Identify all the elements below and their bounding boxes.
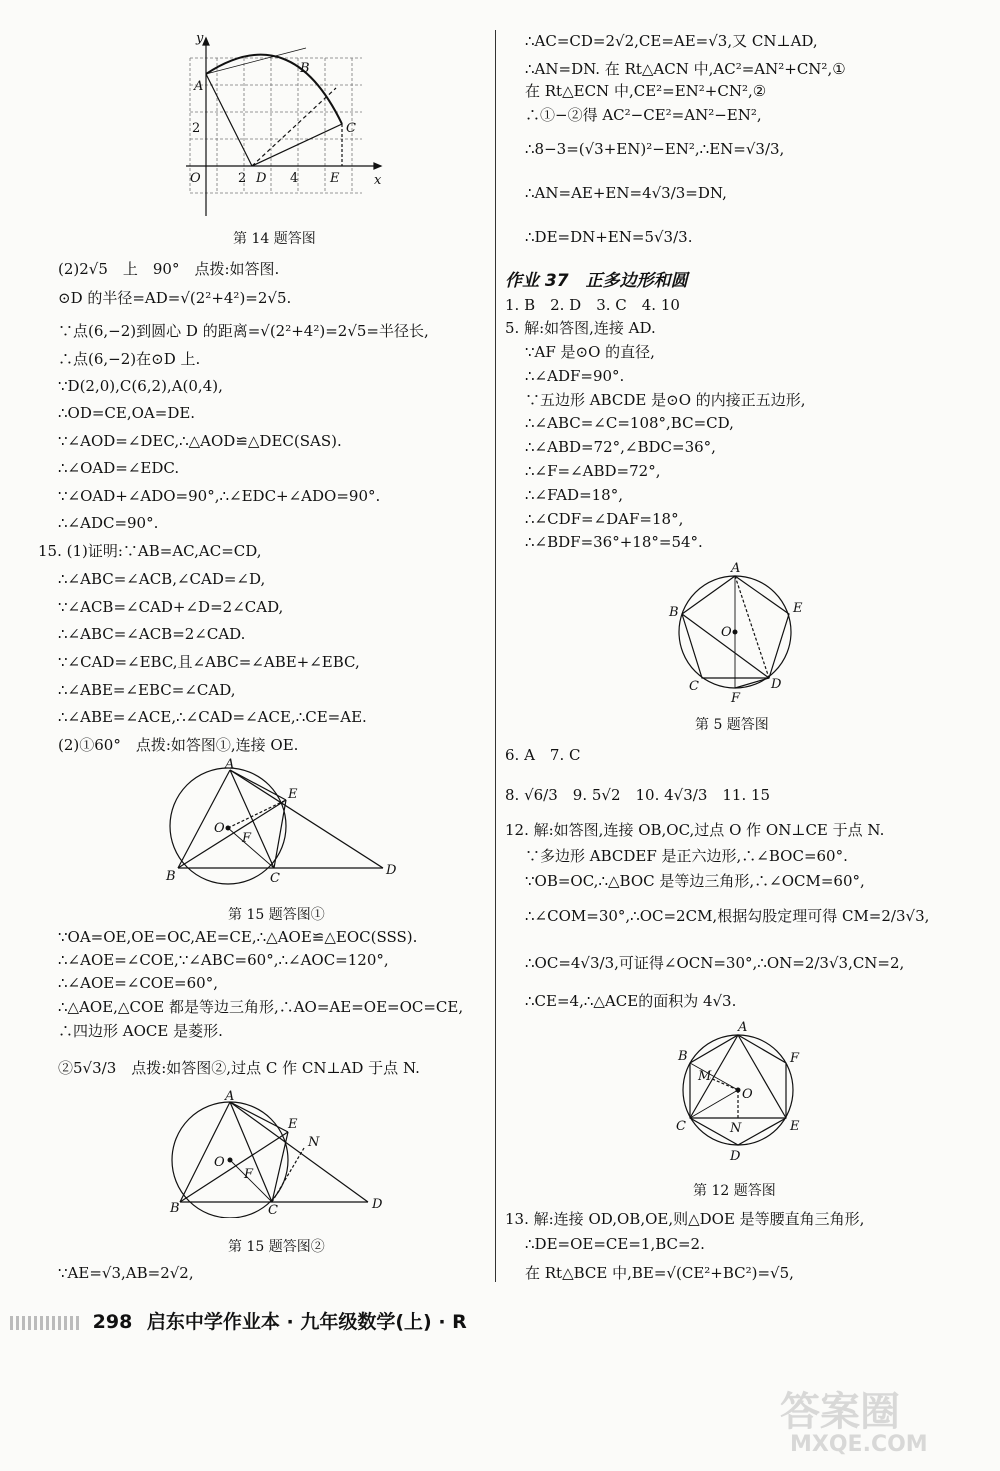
fig5-label-C: C <box>689 679 699 694</box>
text-line: ∵∠ACB=∠CAD+∠D=2∠CAD, <box>58 598 284 616</box>
text-line: ∴∠BDF=36°+18°=54°. <box>525 533 703 551</box>
fig12-label-N: N <box>730 1121 742 1136</box>
text-line: ∵点(6,−2)到圆心 D 的距离=√(2²+4²)=2√5=半径长, <box>58 322 429 340</box>
text-line: ∵五边形 ABCDE 是⊙O 的内接正五边形, <box>525 391 806 409</box>
text-line: ∴∠F=∠ABD=72°, <box>525 462 661 480</box>
text-line: 1. B 2. D 3. C 4. 10 <box>505 296 680 314</box>
text-line: ∴∠ABE=∠ACE,∴∠CAD=∠ACE,∴CE=AE. <box>58 708 367 726</box>
fig12-label-C: C <box>676 1119 686 1134</box>
text-line: ∴∠CDF=∠DAF=18°, <box>525 510 684 528</box>
fig14-label-C: C <box>346 121 356 136</box>
fig5-label-E: E <box>793 601 803 616</box>
text-line: 6. A 7. C <box>505 746 581 764</box>
text-line: (2)①60° 点拨:如答图①,连接 OE. <box>58 736 299 754</box>
fig14-label-O: O <box>190 171 201 186</box>
text-line: ∴∠ADC=90°. <box>58 514 159 532</box>
text-line: (2)2√5 上 90° 点拨:如答图. <box>58 260 280 278</box>
fig5-label-F: F <box>731 691 741 706</box>
text-line: ∴①−②得 AC²−CE²=AN²−EN², <box>525 106 762 124</box>
fig12-label-A: A <box>738 1020 748 1035</box>
fig14-tick-4: 4 <box>290 171 299 186</box>
fig5-caption: 第 5 题答图 <box>695 717 769 733</box>
text-line: ∴∠ADF=90°. <box>525 367 625 385</box>
fig15b-label-A: A <box>225 1089 235 1104</box>
fig12-label-D: D <box>730 1149 741 1164</box>
text-line: ∴AC=CD=2√2,CE=AE=√3,又 CN⊥AD, <box>525 32 818 50</box>
fig15b-label-F: F <box>244 1167 254 1182</box>
section-title: 作业 37 正多边形和圆 <box>505 271 688 291</box>
fig5-label-B: B <box>669 605 679 620</box>
fig12-label-E: E <box>790 1119 800 1134</box>
text-line: 15. (1)证明:∵AB=AC,AC=CD, <box>38 542 262 560</box>
text-line: ∴∠FAD=18°, <box>525 486 623 504</box>
text-line: 8. √6/3 9. 5√2 10. 4√3/3 11. 15 <box>505 786 771 804</box>
fig15a-label-E: E <box>288 787 298 802</box>
watermark-logo: 答案圈 <box>780 1389 900 1435</box>
text-line: ∴CE=4,∴△ACE的面积为 4√3. <box>525 992 737 1010</box>
text-line: ②5√3/3 点拨:如答图②,过点 C 作 CN⊥AD 于点 N. <box>58 1059 420 1077</box>
text-line: ∴∠ABC=∠C=108°,BC=CD, <box>525 414 734 432</box>
fig15b-label-B: B <box>170 1201 180 1216</box>
text-line: ∵D(2,0),C(6,2),A(0,4), <box>58 377 223 395</box>
text-line: 5. 解:如答图,连接 AD. <box>505 319 656 337</box>
fig15a-label-A: A <box>225 758 235 772</box>
fig5-label-A: A <box>731 561 741 576</box>
fig15b-caption: 第 15 题答图② <box>228 1239 325 1255</box>
column-divider <box>495 30 496 1282</box>
figure-14 <box>176 28 456 218</box>
text-line: ∴∠COM=30°,∴OC=2CM,根据勾股定理可得 CM=2/3√3, <box>525 907 930 925</box>
text-line: 在 Rt△ECN 中,CE²=EN²+CN²,② <box>525 82 767 100</box>
fig5-label-D: D <box>771 677 782 692</box>
fig15a-label-B: B <box>166 869 176 884</box>
text-line: ∴∠OAD=∠EDC. <box>58 459 180 477</box>
fig15b-label-C: C <box>268 1203 278 1218</box>
text-line: ∵∠OAD+∠ADO=90°,∴∠EDC+∠ADO=90°. <box>58 487 381 505</box>
text-line: ∴AN=AE+EN=4√3/3=DN, <box>525 184 727 202</box>
text-line: ∴AN=DN. 在 Rt△ACN 中,AC²=AN²+CN²,① <box>525 60 846 78</box>
fig14-label-B: B <box>300 61 310 76</box>
watermark <box>760 1380 980 1460</box>
fig12-label-B: B <box>678 1049 688 1064</box>
fig15a-label-O: O <box>214 821 225 836</box>
fig14-caption: 第 14 题答图 <box>233 231 316 247</box>
watermark-url: MXQE.COM <box>790 1432 928 1457</box>
fig5-label-O: O <box>721 625 732 640</box>
page-number: 298 <box>92 1311 133 1333</box>
fig14-label-E: E <box>330 171 340 186</box>
book-title: 启东中学作业本 · 九年级数学(上) · R <box>146 1311 467 1333</box>
text-line: ∴∠ABD=72°,∠BDC=36°, <box>525 438 716 456</box>
fig12-label-F: F <box>790 1051 800 1066</box>
text-line: ∴四边形 AOCE 是菱形. <box>58 1022 223 1040</box>
fig12-caption: 第 12 题答图 <box>693 1183 776 1199</box>
figure-15-2 <box>168 1088 408 1218</box>
text-line: ∵∠CAD=∠EBC,且∠ABC=∠ABE+∠EBC, <box>58 653 360 671</box>
fig14-label-D: D <box>256 171 267 186</box>
text-line: ⊙D 的半径=AD=√(2²+4²)=2√5. <box>58 289 292 307</box>
text-line: 在 Rt△BCE 中,BE=√(CE²+BC²)=√5, <box>525 1264 794 1282</box>
fig14-x-label: x <box>374 173 382 188</box>
text-line: ∴∠ABC=∠ACB,∠CAD=∠D, <box>58 570 266 588</box>
text-line: ∴∠AOE=∠COE,∵∠ABC=60°,∴∠AOC=120°, <box>58 951 389 969</box>
text-line: ∴∠ABE=∠EBC=∠CAD, <box>58 681 236 699</box>
text-line: ∴OD=CE,OA=DE. <box>58 404 196 422</box>
text-line: ∵OA=OE,OE=OC,AE=CE,∴△AOE≌△EOC(SSS). <box>58 928 418 946</box>
text-line: ∴8−3=(√3+EN)²−EN²,∴EN=√3/3, <box>525 140 785 158</box>
page-footer <box>10 1307 467 1334</box>
fig15b-label-D: D <box>372 1197 383 1212</box>
text-line: ∴DE=DN+EN=5√3/3. <box>525 228 693 246</box>
text-line: ∴△AOE,△COE 都是等边三角形,∴AO=AE=OE=OC=CE, <box>58 998 464 1016</box>
fig12-label-O: O <box>742 1087 753 1102</box>
fig12-label-M: M <box>698 1069 712 1084</box>
text-line: ∵AE=√3,AB=2√2, <box>58 1264 194 1282</box>
figure-5 <box>665 558 815 706</box>
text-line: ∵OB=OC,∴△BOC 是等边三角形,∴∠OCM=60°, <box>525 872 865 890</box>
text-line: ∴∠AOE=∠COE=60°, <box>58 974 218 992</box>
fig15b-label-N: N <box>308 1135 320 1150</box>
fig15a-caption: 第 15 题答图① <box>228 907 325 923</box>
text-line: ∴点(6,−2)在⊙D 上. <box>58 350 201 368</box>
fig14-label-A: A <box>194 79 204 94</box>
text-line: ∴∠ABC=∠ACB=2∠CAD. <box>58 625 246 643</box>
text-line: ∵多边形 ABCDEF 是正六边形,∴∠BOC=60°. <box>525 847 848 865</box>
fig15a-label-F: F <box>242 831 252 846</box>
fig15a-label-D: D <box>386 863 397 878</box>
fig14-tick-2-y: 2 <box>192 121 201 136</box>
fig15a-label-C: C <box>270 871 280 886</box>
text-line: ∴DE=OE=CE=1,BC=2. <box>525 1235 705 1253</box>
text-line: 12. 解:如答图,连接 OB,OC,过点 O 作 ON⊥CE 于点 N. <box>505 821 885 839</box>
footer-decoration <box>10 1316 80 1330</box>
fig15b-label-E: E <box>288 1117 298 1132</box>
text-line: 13. 解:连接 OD,OB,OE,则△DOE 是等腰直角三角形, <box>505 1210 865 1228</box>
fig15b-label-O: O <box>214 1155 225 1170</box>
fig14-y-label: y <box>196 31 204 46</box>
text-line: ∵AF 是⊙O 的直径, <box>525 343 655 361</box>
text-line: ∵∠AOD=∠DEC,∴△AOD≌△DEC(SAS). <box>58 432 342 450</box>
figure-15-1 <box>158 758 398 888</box>
text-line: ∴OC=4√3/3,可证得∠OCN=30°,∴ON=2/3√3,CN=2, <box>525 954 905 972</box>
fig14-tick-2: 2 <box>238 171 247 186</box>
figure-12 <box>670 1018 810 1166</box>
